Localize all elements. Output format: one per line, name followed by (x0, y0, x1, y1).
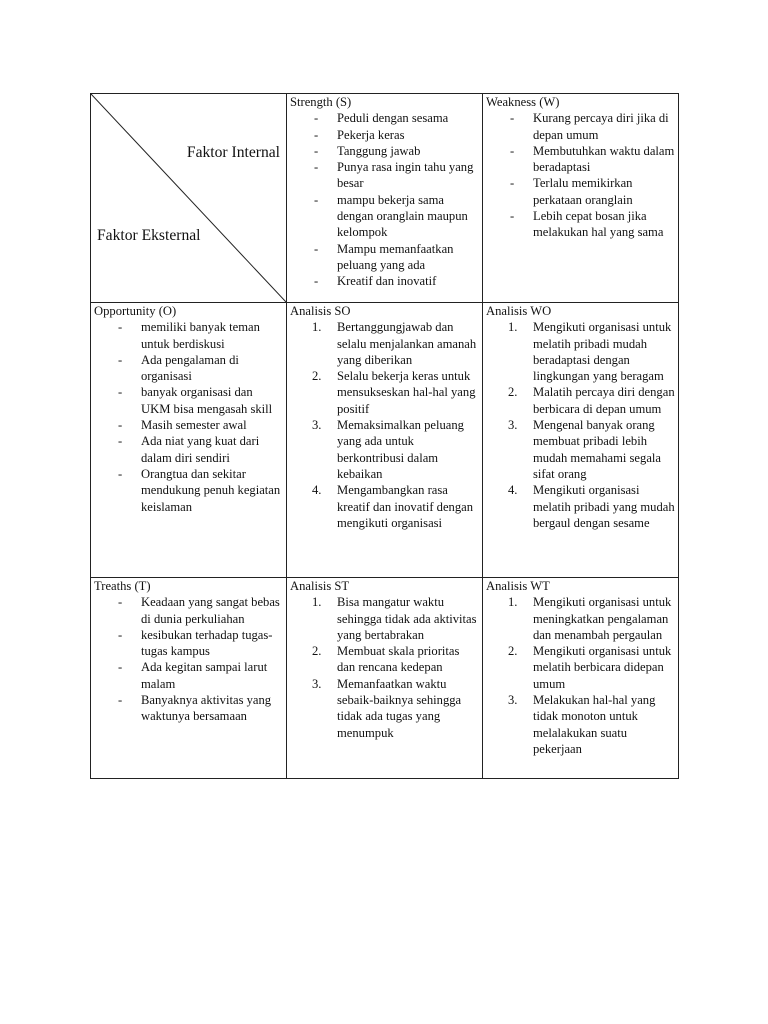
list-dash: - (314, 192, 319, 207)
list-item-text: Mengambangkan rasa kreatif dan inovatif dengan mengikuti organisasi (337, 483, 474, 530)
list-item (290, 241, 479, 274)
analisis-st-title: Analisis ST (290, 579, 350, 593)
list-item-text: Terlalu memikirkan perkataan oranglain (533, 176, 633, 207)
analisis-wo-title: Analisis WO (486, 304, 552, 318)
opportunity-list (94, 319, 283, 515)
list-item-text: Membuat skala prioritas dan rencana kedepan (337, 644, 460, 675)
list-item (486, 175, 675, 208)
strength-title: Strength (S) (290, 95, 352, 109)
list-dash: - (118, 418, 123, 433)
analisis-wt-cell (483, 578, 679, 779)
list-number: 2. (508, 644, 518, 659)
list-dash: - (118, 595, 123, 610)
list-item (290, 643, 479, 676)
list-number: 4. (312, 483, 322, 498)
list-number: 4. (508, 483, 518, 498)
list-item (290, 319, 479, 368)
list-item-text: mampu bekerja sama dengan oranglain maupun kelompok (337, 192, 468, 240)
list-number: 2. (312, 369, 322, 384)
analisis-st-cell (287, 578, 483, 779)
opportunity-title: Opportunity (O) (94, 304, 177, 318)
list-item (94, 466, 283, 515)
threats-title: Treaths (T) (94, 579, 151, 593)
diagonal-header-cell (91, 94, 287, 303)
weakness-list (486, 110, 675, 240)
list-item-text: memiliki banyak teman untuk berdiskusi (141, 320, 260, 351)
list-item-text: Keadaan yang sangat bebas di dunia perkuliahan (141, 595, 280, 626)
list-item (290, 368, 479, 417)
list-item (290, 594, 479, 643)
list-number: 3. (312, 676, 322, 691)
analisis-wt-title: Analisis WT (486, 579, 550, 593)
list-dash: - (314, 160, 319, 175)
list-dash: - (314, 241, 319, 256)
list-item (290, 482, 479, 531)
list-item (94, 627, 283, 660)
list-dash: - (118, 466, 123, 481)
list-dash: - (118, 320, 123, 335)
table-row (91, 303, 679, 578)
list-dash: - (510, 209, 515, 224)
table-row (91, 578, 679, 779)
list-dash: - (314, 143, 319, 158)
weakness-cell (483, 94, 679, 303)
list-number: 1. (312, 595, 322, 610)
opportunity-cell (91, 303, 287, 578)
list-dash: - (314, 274, 319, 289)
list-item (486, 208, 675, 241)
analisis-st-list (290, 594, 479, 741)
list-item-text: Tanggung jawab (337, 143, 421, 158)
analisis-so-cell (287, 303, 483, 578)
analisis-so-title: Analisis SO (290, 304, 351, 318)
list-item (486, 692, 675, 757)
list-item-text: Punya rasa ingin tahu yang besar (337, 160, 474, 191)
list-item-text: Selalu bekerja keras untuk mensukseskan hal-hal yang positif (337, 369, 476, 416)
list-item-text: Mampu memanfaatkan peluang yang ada (337, 241, 454, 272)
list-dash: - (118, 693, 123, 708)
list-item (486, 482, 675, 531)
list-item-text: Membutuhkan waktu dalam beradaptasi (533, 143, 675, 175)
list-number: 3. (508, 693, 518, 708)
list-item (94, 352, 283, 385)
list-item (290, 273, 479, 289)
list-item (486, 143, 675, 176)
list-item (290, 676, 479, 741)
list-number: 2. (508, 385, 518, 400)
list-number: 3. (508, 418, 518, 433)
list-item (486, 594, 675, 643)
list-item (486, 110, 675, 143)
list-item-text: Malatih percaya diri dengan berbicara di depan umum (533, 385, 675, 416)
list-item-text: Lebih cepat bosan jika melakukan hal yang sama (533, 209, 664, 240)
list-item-text: Mengikuti organisasi untuk melatih berbicara didepan umum (533, 644, 672, 691)
list-item (94, 594, 283, 627)
strength-list (290, 110, 479, 289)
list-item (94, 659, 283, 692)
swot-table (90, 93, 679, 779)
list-item-text: Pekerja keras (337, 127, 405, 142)
table-row (91, 94, 679, 303)
analisis-wt-list (486, 594, 675, 757)
list-dash: - (118, 627, 123, 642)
list-dash: - (510, 176, 515, 191)
list-item (486, 417, 675, 482)
list-item-text: Peduli dengan sesama (337, 111, 449, 126)
threats-cell (91, 578, 287, 779)
faktor-eksternal-label: Faktor Eksternal (97, 227, 201, 244)
list-item-text: Ada pengalaman di organisasi (141, 352, 239, 384)
list-item (290, 127, 479, 143)
list-item (290, 110, 479, 126)
list-item (94, 384, 283, 417)
list-item-text: Orangtua dan sekitar mendukung penuh kegiatan keislaman (141, 466, 281, 514)
analisis-so-list (290, 319, 479, 531)
list-dash: - (118, 385, 123, 400)
list-item (486, 319, 675, 384)
list-item-text: Kurang percaya diri jika di depan umum (533, 111, 669, 142)
list-item-text: Ada niat yang kuat dari dalam diri sendiri (141, 434, 260, 465)
list-item (290, 192, 479, 241)
list-dash: - (118, 434, 123, 449)
list-item (290, 159, 479, 192)
diagonal-divider (91, 94, 286, 302)
list-item-text: Mengikuti organisasi melatih pribadi yang mudah bergaul dengan sesame (533, 483, 675, 530)
list-number: 3. (312, 418, 322, 433)
list-item-text: Memanfaatkan waktu sebaik-baiknya sehingga tidak ada tugas yang menumpuk (337, 676, 462, 740)
list-item-text: Memaksimalkan peluang yang ada untuk berkontribusi dalam kebaikan (337, 418, 464, 481)
list-number: 1. (508, 595, 518, 610)
strength-cell (287, 94, 483, 303)
list-item (486, 384, 675, 417)
list-item (94, 319, 283, 352)
list-item-text: Mengikuti organisasi untuk melatih pribadi mudah beradaptasi dengan lingkungan yang beragam (533, 320, 672, 384)
list-number: 1. (508, 320, 518, 335)
list-number: 2. (312, 644, 322, 659)
list-item-text: Kreatif dan inovatif (337, 274, 437, 289)
list-item (94, 433, 283, 466)
list-dash: - (510, 143, 515, 158)
list-item-text: Masih semester awal (141, 418, 247, 433)
threats-list (94, 594, 283, 724)
list-item-text: Banyaknya aktivitas yang waktunya bersamaan (141, 693, 272, 724)
list-item (94, 417, 283, 433)
list-dash: - (118, 352, 123, 367)
list-item (94, 692, 283, 725)
list-item (290, 143, 479, 159)
list-item-text: kesibukan terhadap tugas-tugas kampus (141, 627, 273, 659)
list-item-text: Ada kegitan sampai larut malam (141, 660, 268, 691)
analisis-wo-cell (483, 303, 679, 578)
weakness-title: Weakness (W) (486, 95, 560, 109)
faktor-internal-label: Faktor Internal (186, 144, 280, 161)
list-dash: - (510, 111, 515, 126)
list-item-text: Mengenal banyak orang membuat pribadi lebih mudah memahami segala sifat orang (533, 418, 661, 481)
list-number: 1. (312, 320, 322, 335)
list-item-text: Bertanggungjawab dan selalu menjalankan amanah yang diberikan (337, 320, 477, 367)
list-item-text: Bisa mangatur waktu sehingga tidak ada aktivitas yang bertabrakan (337, 595, 477, 642)
list-item-text: Mengikuti organisasi untuk meningkatkan pengalaman dan menambah pergaulan (533, 595, 672, 642)
list-dash: - (118, 660, 123, 675)
list-item (290, 417, 479, 482)
list-item (486, 643, 675, 692)
analisis-wo-list (486, 319, 675, 531)
list-item-text: banyak organisasi dan UKM bisa mengasah skill (141, 385, 273, 416)
list-dash: - (314, 111, 319, 126)
list-item-text: Melakukan hal-hal yang tidak monoton untuk melalakukan suatu pekerjaan (533, 693, 656, 756)
list-dash: - (314, 127, 319, 142)
